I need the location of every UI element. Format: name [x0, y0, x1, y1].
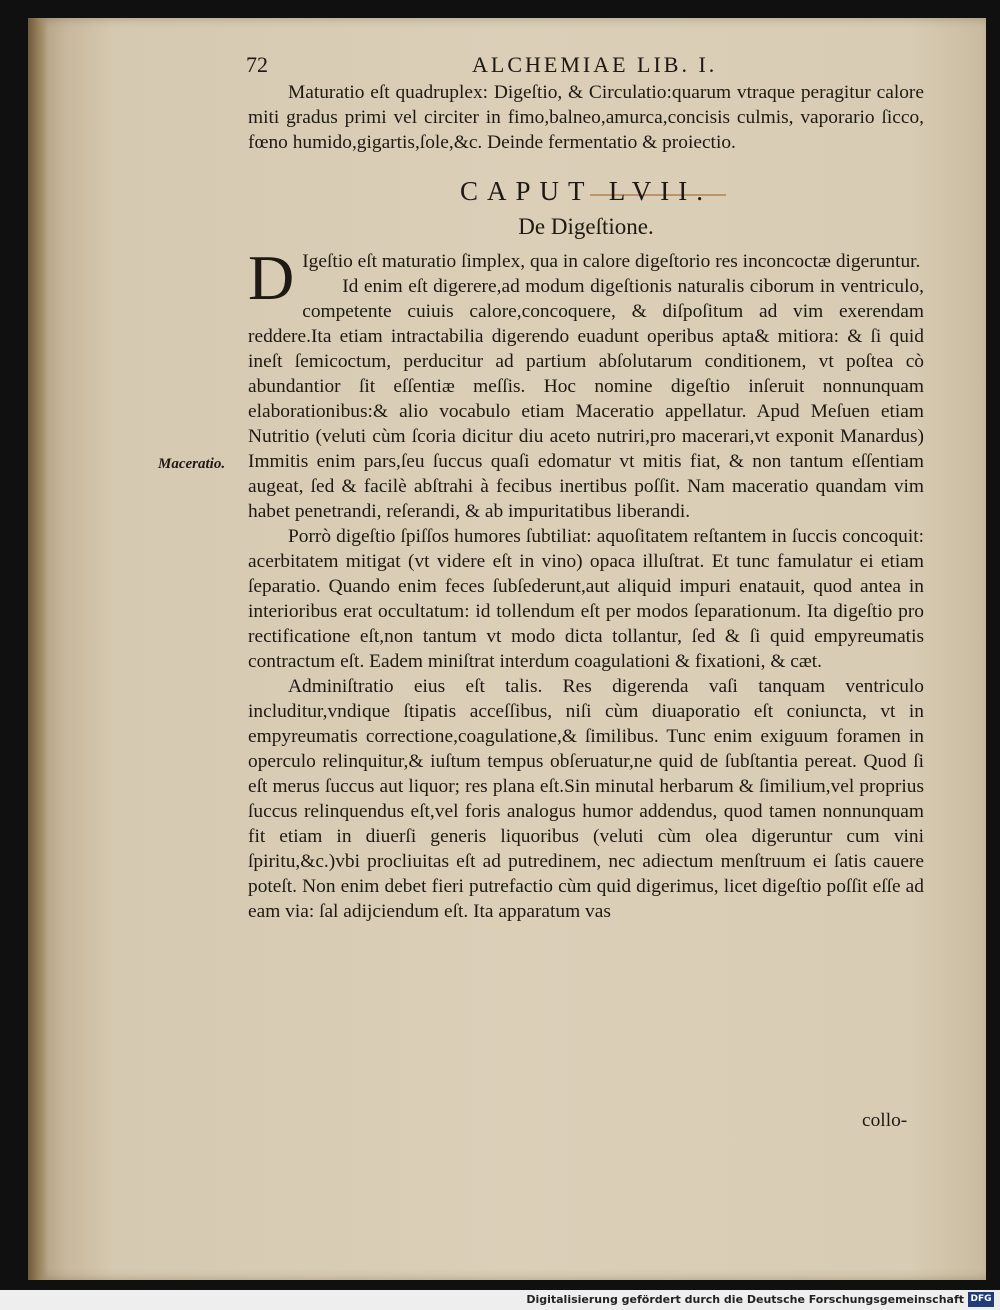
book-spine-shadow	[28, 18, 48, 1280]
paragraph-definition-text: Igeſtio eſt maturatio ſimplex, qua in calore digeſtorio res inconcoctæ digeruntur.	[302, 251, 921, 272]
margin-note: Maceratio.	[158, 456, 226, 472]
paragraph-definition	[248, 242, 924, 313]
page-header	[246, 52, 936, 80]
catchword: collo-	[862, 1110, 908, 1131]
chapter-title: CAPUT LVII.	[459, 176, 713, 206]
intro-paragraph: Maturatio eſt quadruplex: Digeſtio, & Circulatio:quarum vtraque peragitur calore miti gradus primi vel circiter in fimo,balneo,amurca,concisis culmis, vaporario ſicco, fœno humido,gigartis,ſole,&c. Deinde fermentatio & proiectio.	[248, 82, 924, 153]
page-text	[248, 80, 924, 924]
digitization-footer	[0, 1290, 1000, 1310]
drop-cap: D	[248, 242, 295, 313]
dfg-logo-icon: DFG	[968, 1292, 994, 1307]
paragraph-administratio: Adminiſtratio eius eſt talis. Res digerenda vaſi tanquam ventriculo includitur,vndique ſtipatis acceſſibus, niſi cùm diuaporatio eſt coniuncta, vt in empyreumatis correctione,coagulatione,& ſimilibus. Tunc enim exiguum foramen in operculo relinquitur,& iuſtum tempus obſeruatur,ne quid de ſubſtantia pereat. Quod ſi eſt merus ſuccus aut liquor; res plana eſt.Sin minutal herbarum & ſimilium,vel proprius ſuccus relinquendus eſt,vel foris analogus humor addendus, quod tamen nonnunquam fit etiam in diuerſi generis liquoribus (veluti cùm olea digeruntur cum vini ſpiritu,&c.)vbi procliuitas eſt ad putredinem, nec adiectum menſtruum ei ſatis cauere poteſt. Non enim debet fieri putrefactio cùm quid digerimus, licet digeſtio poſſit eſſe ad eam via: ſal adijciendum eſt. Ita apparatum vas	[248, 676, 924, 922]
paragraph-porro: Porrò digeſtio ſpiſſos humores ſubtiliat: aquoſitatem reſtantem in ſuccis concoquit: acerbitatem mitigat (vt videre eſt in vino) opaca illuſtrat. Et tunc famulatur ei etiam ſeparatio. Quando enim feces ſubſederunt,aut aliquid impuri enatauit, quod antea in interioribus erat occultatum: id tollendum eſt per modos ſeparationum. Ita digeſtio pro rectificatione eſt,non tantum vt modo dicta tollantur, ſed & ſi quid empyreumatis contractum eſt. Eadem miniſtrat interdum coagulationi & fixationi, & cæt.	[248, 526, 924, 672]
page-number: 72	[246, 52, 268, 77]
chapter-subtitle: De Digeſtione.	[518, 214, 654, 239]
footer-credit: Digitalisierung gefördert durch die Deutsche Forschungsgemeinschaft	[526, 1293, 964, 1306]
paragraph-digerere: Id enim eſt digerere,ad modum digeſtionis naturalis ciborum in ventriculo, competente cuiuis calore,concoquere, & diſpoſitum ad vim exerendam reddere.Ita etiam intractabilia digerendo euadunt operibus apta& mitiora: & ſi quid ineſt ſemicoctum, perducitur ad partium abſolutarum conditionem, vt poſtea cò abundantior ſit eſſentiæ meſſis. Hoc nomine digeſtio inſeruit nonnunquam elaborationibus:& alio vocabulo etiam Maceratio appellatur. Apud Meſuen etiam Nutritio (veluti cùm ſcoria dicitur diu aceto nutriri,pro macerari,vt exponit Manardus) Immitis enim pars,ſeu ſuccus quaſi edomatur vt mitis fiat, & non tantum eſſentiam augeat, ſed & facilè abſtrahi à fecibus inertibus poſſit. Nam maceratio quandam vim habet penetrandi, reſerandi, & ab impuritatibus liberandi.	[248, 276, 924, 522]
running-head: ALCHEMIAE LIB. I.	[472, 52, 718, 77]
